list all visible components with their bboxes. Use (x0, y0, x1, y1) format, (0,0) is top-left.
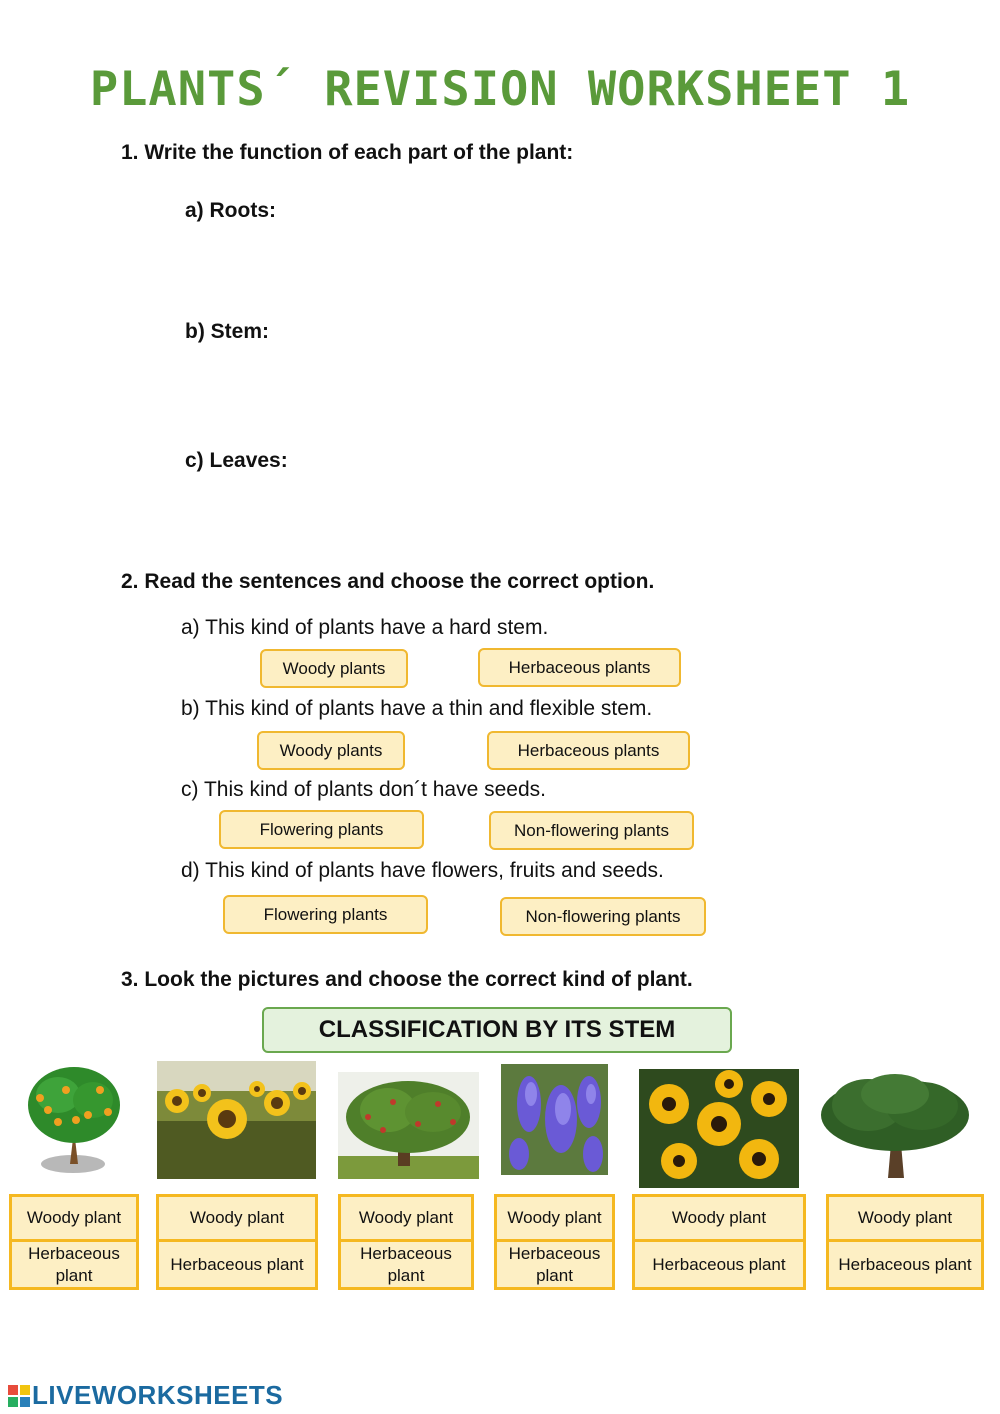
col3-woody-option[interactable]: Woody plant (338, 1194, 474, 1242)
question-2-heading: 2. Read the sentences and choose the correct option. (121, 570, 655, 593)
option-a-woody[interactable]: Woody plants (260, 649, 408, 688)
question-1-heading: 1. Write the function of each part of the plant: (121, 141, 574, 164)
classification-banner: CLASSIFICATION BY ITS STEM (262, 1007, 732, 1053)
option-d-flowering[interactable]: Flowering plants (223, 895, 428, 934)
col6-woody-option[interactable]: Woody plant (826, 1194, 984, 1242)
logo-icon (8, 1383, 30, 1405)
col3-herbaceous-option[interactable]: Herbaceous plant (338, 1239, 474, 1290)
roots-label: a) Roots: (185, 199, 276, 222)
lavender-picture (501, 1064, 608, 1175)
option-c-flowering[interactable]: Flowering plants (219, 810, 424, 849)
sentence-a: a) This kind of plants have a hard stem. (181, 616, 549, 639)
liveworksheets-logo (8, 1380, 283, 1411)
stem-label: b) Stem: (185, 320, 269, 343)
sentence-b: b) This kind of plants have a thin and flexible stem. (181, 697, 653, 720)
sentence-d: d) This kind of plants have flowers, fruits and seeds. (181, 859, 664, 882)
col4-herbaceous-option[interactable]: Herbaceous plant (494, 1239, 615, 1290)
sunflowers-picture (157, 1061, 316, 1179)
option-d-non-flowering[interactable]: Non-flowering plants (500, 897, 706, 936)
orange-tree-picture (18, 1060, 136, 1180)
sentence-c: c) This kind of plants don´t have seeds. (181, 778, 546, 801)
option-c-non-flowering[interactable]: Non-flowering plants (489, 811, 694, 850)
yellow-daisies-picture (639, 1069, 799, 1188)
green-tree-picture (818, 1070, 972, 1180)
logo-text: LIVEWORKSHEETS (32, 1380, 284, 1410)
worksheet-title: PLANTS´ REVISION WORKSHEET 1 (89, 62, 911, 117)
col1-herbaceous-option[interactable]: Herbaceous plant (9, 1239, 139, 1290)
question-3-heading: 3. Look the pictures and choose the correct kind of plant. (121, 968, 693, 991)
col4-woody-option[interactable]: Woody plant (494, 1194, 615, 1242)
option-b-herbaceous[interactable]: Herbaceous plants (487, 731, 690, 770)
option-b-woody[interactable]: Woody plants (257, 731, 405, 770)
apple-tree-picture (338, 1072, 479, 1179)
col2-herbaceous-option[interactable]: Herbaceous plant (156, 1239, 318, 1290)
leaves-label: c) Leaves: (185, 449, 288, 472)
col1-woody-option[interactable]: Woody plant (9, 1194, 139, 1242)
option-a-herbaceous[interactable]: Herbaceous plants (478, 648, 681, 687)
col5-woody-option[interactable]: Woody plant (632, 1194, 806, 1242)
col2-woody-option[interactable]: Woody plant (156, 1194, 318, 1242)
col6-herbaceous-option[interactable]: Herbaceous plant (826, 1239, 984, 1290)
col5-herbaceous-option[interactable]: Herbaceous plant (632, 1239, 806, 1290)
